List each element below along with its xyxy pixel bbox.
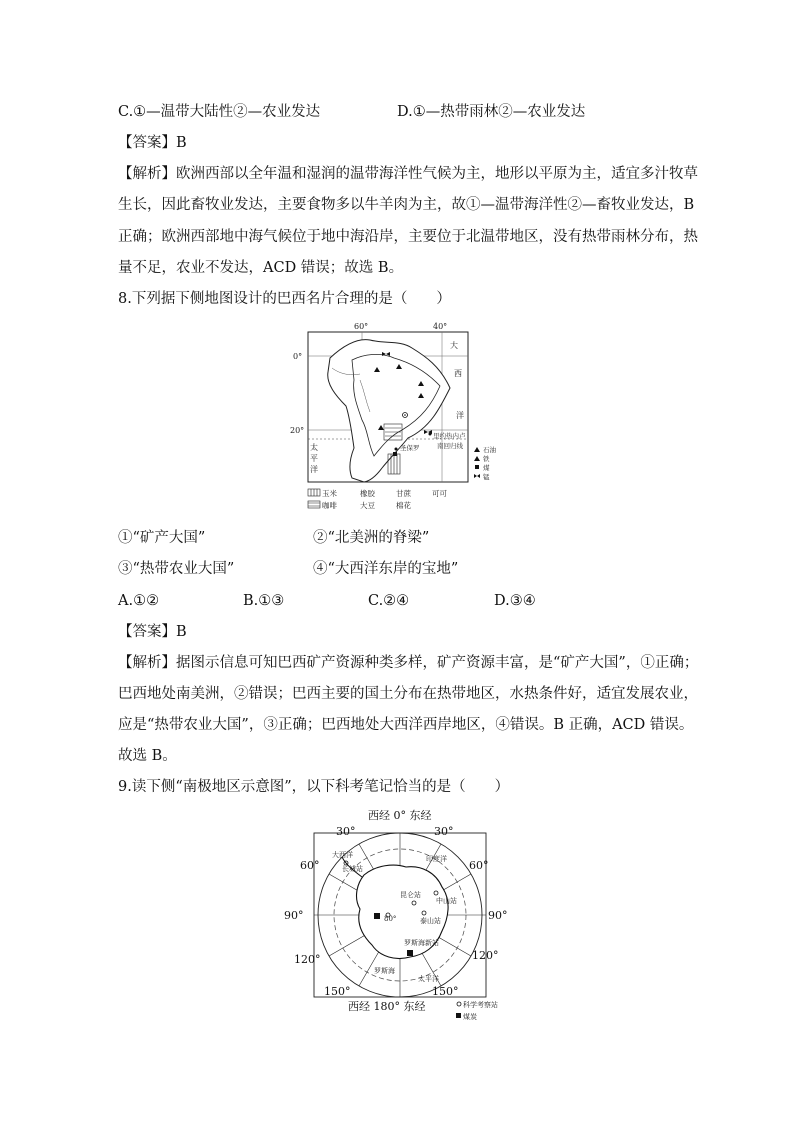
legend-cotton: 棉花 (396, 501, 411, 510)
ant-deg-90-right: 90° (488, 909, 508, 922)
ant-top-label: 西经 0° 东经 (368, 809, 432, 822)
ant-deg-120-left: 120° (294, 953, 321, 966)
ant-station-luosihai: 罗斯海新站 (404, 939, 439, 947)
ant-deg-60-right: 60° (469, 859, 489, 872)
map-city-saopaulo: 圣保罗 (400, 444, 420, 452)
q8-analysis-line-2: 巴西地处南美洲，②错误；巴西主要的国土分布在热带地区，水热条件好，适宜发展农业， (118, 686, 698, 702)
map-pacific-2: 平 (310, 454, 318, 463)
ant-deg-30-right: 30° (434, 825, 454, 838)
brazil-map (290, 318, 510, 514)
ant-legend-station: 科学考察站 (463, 1001, 498, 1009)
ant-legend-coal: 煤炭 (463, 1013, 477, 1021)
ant-deg-150-right: 150° (432, 985, 459, 998)
map-lon-60: 60° (354, 322, 369, 331)
legend-cocoa: 可可 (432, 489, 447, 498)
legend-soybean: 大豆 (360, 501, 375, 510)
q8-item-4: ④“大西洋东岸的宝地” (313, 561, 459, 577)
ant-ocean-pacific: 太平洋 (418, 975, 439, 983)
q9-stem: 9.读下侧“南极地区示意图”，以下科考笔记恰当的是（ ） (118, 779, 510, 795)
q7-analysis-line-2: 生长，因此畜牧业发达，主要食物多以牛羊肉为主，故①—温带海洋性②—畜牧业发达，B (118, 197, 695, 213)
legend-oil: 石油 (483, 446, 496, 454)
map-city-rio: 里约热内卢 (433, 432, 466, 440)
q8-item-1: ①“矿产大国” (118, 530, 206, 546)
legend-sugarcane: 甘蔗 (396, 489, 411, 498)
q7-answer: 【答案】B (118, 135, 187, 151)
q8-option-a: A.①② (118, 593, 160, 609)
map-atlantic-1: 大 (450, 341, 458, 350)
ant-deg-30-left: 30° (336, 825, 356, 838)
legend-manganese: 锰 (483, 473, 490, 481)
ant-station-zhongshan: 中山站 (436, 897, 457, 905)
q8-option-d: D.③④ (494, 593, 536, 609)
map-lon-40: 40° (433, 322, 448, 331)
ant-station-greatwall: 长城站 (342, 865, 363, 873)
ant-deg-90-left: 90° (284, 909, 304, 922)
map-atlantic-2: 西 (454, 369, 462, 378)
q8-item-2: ②“北美洲的脊梁” (313, 530, 430, 546)
ant-deg-80: 80° (384, 915, 397, 923)
ant-ocean-indian: 印度洋 (426, 855, 447, 863)
map-pacific-3: 洋 (310, 465, 318, 474)
map-atlantic-3: 洋 (456, 411, 464, 420)
q7-analysis-line-4: 量不足，农业不发达，ACD 错误；故选 B。 (118, 260, 404, 276)
legend-coffee: 咖啡 (322, 501, 337, 510)
q7-analysis-line-1: 【解析】欧洲西部以全年温和湿润的温带海洋性气候为主，地形以平原为主，适宜多汁牧草 (118, 166, 698, 182)
map-pacific-1: 太 (310, 443, 318, 452)
q8-item-3: ③“热带农业大国” (118, 561, 235, 577)
ant-deg-120-right: 120° (472, 949, 499, 962)
q7-option-d: D.①—热带雨林②—农业发达 (397, 104, 586, 120)
ant-bottom-label: 西经 180° 东经 (348, 1000, 426, 1013)
ant-deg-150-left: 150° (324, 985, 351, 998)
q8-analysis-line-4: 故选 B。 (118, 748, 177, 764)
q8-answer: 【答案】B (118, 624, 187, 640)
q7-option-c: C.①—温带大陆性②—农业发达 (118, 104, 321, 120)
q8-analysis-line-3: 应是“热带农业大国”，③正确；巴西地处大西洋西岸地区，④错误。B 正确，ACD 错误。 (118, 717, 694, 733)
ant-sea-label: 罗斯海 (374, 967, 395, 975)
q8-option-c: C.②④ (368, 593, 410, 609)
ant-deg-60-left: 60° (300, 859, 320, 872)
legend-rubber: 橡胶 (360, 489, 375, 498)
ant-station-taishan: 泰山站 (420, 917, 441, 925)
map-tropic-label: 南回归线 (437, 442, 463, 450)
q8-analysis-line-1: 【解析】据图示信息可知巴西矿产资源种类多样，矿产资源丰富，是“矿产大国”，①正确； (118, 655, 699, 671)
legend-iron: 铁 (483, 455, 490, 463)
legend-coal: 煤 (483, 464, 490, 472)
map-lat-20: 20° (290, 426, 305, 435)
ant-station-kunlun: 昆仑站 (400, 891, 421, 899)
ant-ocean-atlantic: 大西洋 (332, 851, 353, 859)
legend-corn: 玉米 (322, 489, 337, 498)
map-lat-0: 0° (293, 352, 303, 361)
q8-stem: 8.下列据下侧地图设计的巴西名片合理的是（ ） (118, 291, 451, 307)
q8-option-b: B.①③ (243, 593, 285, 609)
antarctica-map (276, 805, 526, 1030)
q7-analysis-line-3: 正确；欧洲西部地中海气候位于地中海沿岸，主要位于北温带地区，没有热带雨林分布，热 (118, 229, 698, 245)
